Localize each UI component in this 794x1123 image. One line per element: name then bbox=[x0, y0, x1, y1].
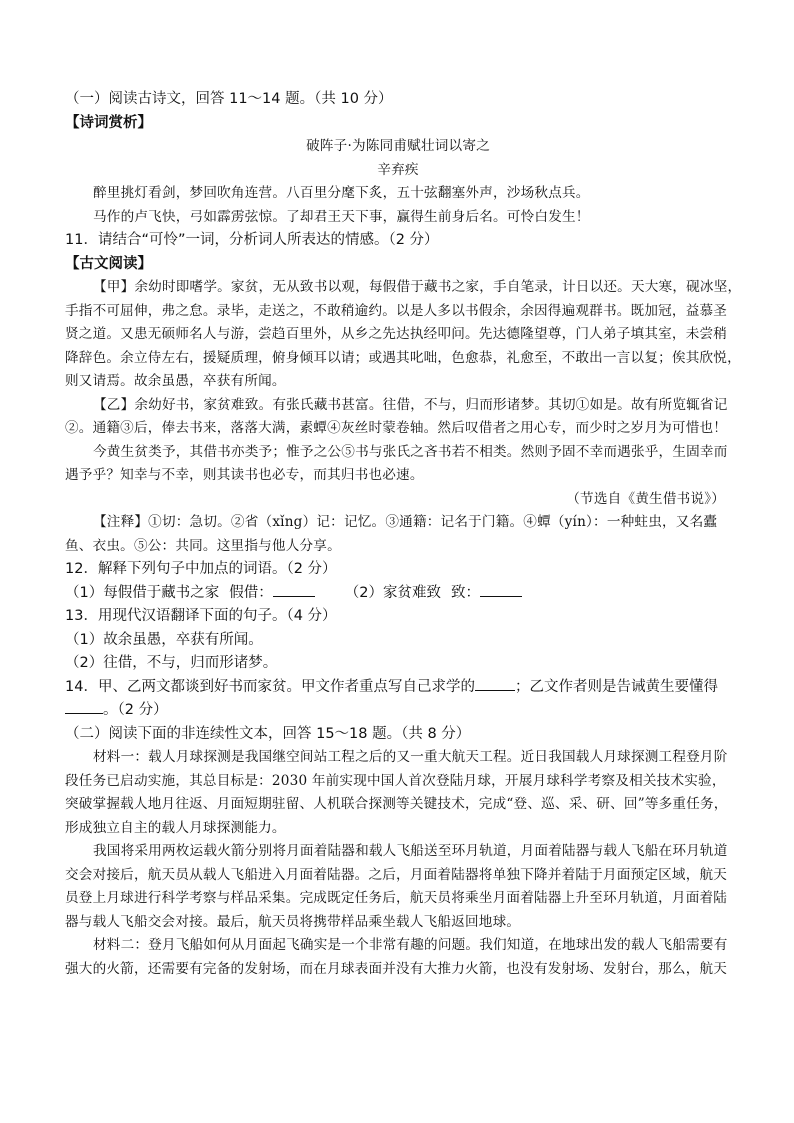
material-line: 形成独立自主的载人月球探测能力。 bbox=[65, 819, 286, 836]
passage-jia bbox=[65, 276, 742, 394]
question-12-2-sentence: （2）家贫难致 bbox=[344, 584, 441, 601]
material-line: 交会对接后，航天员从载人飞船进入月面着陆器。之后，月面着陆器将单独下降并着陆于月面预定区域，航天 bbox=[65, 866, 728, 883]
question-14-part-a: 14．甲、乙两文都谈到好书而家贫。甲文作者重点写自己求学的 bbox=[65, 678, 475, 695]
poem-line-1: 醉里挑灯看剑，梦回吹角连营。八百里分麾下炙，五十弦翻塞外声，沙场秋点兵。 bbox=[93, 185, 590, 201]
question-14-part-c: 。（2 分） bbox=[103, 702, 168, 718]
question-12-2-word: 致： bbox=[450, 584, 480, 601]
exam-page bbox=[65, 88, 742, 981]
prose-tag: 【古文阅读】 bbox=[65, 255, 152, 272]
material-line: 员登上月球进行科学考察与样品采集。完成既定任务后，航天员将乘坐月面着陆器上升至环月轨道，月面着陆 bbox=[65, 890, 728, 906]
poem-title: 破阵子·为陈同甫赋壮词以寄之 bbox=[306, 138, 490, 154]
passage-line: 今黄生贫类予，其借书亦类予；惟予之公⑤书与张氏之吝书若不相类。然则予固不幸而遇张乎，生固幸而 bbox=[93, 443, 728, 460]
passage-line: 则又请焉。故余虽愚，卒获有所闻。 bbox=[65, 373, 286, 389]
section2-header: （二）阅读下面的非连续性文本，回答 15～18 题。（共 8 分） bbox=[65, 725, 471, 742]
poem-tag: 【诗词赏析】 bbox=[65, 114, 152, 131]
section1-header: （一）阅读古诗文，回答 11～14 题。（共 10 分） bbox=[65, 91, 393, 107]
material-1-para-2 bbox=[65, 840, 731, 934]
question-12-items bbox=[65, 582, 731, 606]
question-13: 13．用现代汉语翻译下面的句子。（4 分） bbox=[65, 608, 337, 624]
question-14-line-2 bbox=[65, 699, 731, 723]
question-14-line-1 bbox=[65, 676, 731, 700]
poem-author: 辛弃疾 bbox=[377, 161, 419, 178]
material-line: 段任务已启动实施，其总目标是：2030 年前实现中国人首次登陆月球，开展月球科学考察及相关技术实验， bbox=[65, 772, 726, 789]
answer-blank-14-1[interactable] bbox=[475, 676, 515, 691]
annotations bbox=[65, 511, 731, 558]
passage-line: 降辞色。余立侍左右，援疑质理，俯身倾耳以请；或遇其叱咄，色愈恭，礼愈至，不敢出一言以复；俟其欣悦， bbox=[65, 349, 741, 366]
passage-yi bbox=[65, 394, 731, 488]
passage-source: （节选自《黄生借书说》） bbox=[566, 490, 725, 507]
question-12: 12．解释下列句子中加点的词语。（2 分） bbox=[65, 561, 337, 577]
annotation-line: 【注释】①切：急切。②省（xǐng）记：记忆。③通籍：记名于门籍。④蟫（yín）：一种蛀虫，又名蠹 bbox=[93, 514, 718, 530]
answer-blank-12-2[interactable] bbox=[480, 582, 522, 597]
material-line: 材料二：登月飞船如何从月面起飞确实是一个非常有趣的问题。我们知道，在地球出发的载人飞船需要有 bbox=[93, 937, 728, 953]
question-13-2: （2）往借，不与，归而形诸梦。 bbox=[65, 655, 278, 671]
material-line: 器与载人飞船交会对接。最后，航天员将携带样品乘坐载人飞船返回地球。 bbox=[65, 913, 521, 930]
material-line: 突破掌握载人地月往返、月面短期驻留、人机联合探测等关键技术，完成“登、巡、采、研、回”等多重任务， bbox=[65, 796, 728, 812]
annotation-line: 鱼、衣虫。⑤公：共同。这里指与他人分享。 bbox=[65, 537, 341, 554]
question-12-1-sentence: （1）每假借于藏书之家 bbox=[65, 584, 220, 601]
passage-line: ②。通籍③后，俸去书来，落落大满，素蟫④灰丝时蒙卷轴。然后叹借者之用心专，而少时之岁月为可惜也！ bbox=[65, 420, 728, 436]
question-13-1: （1）故余虽愚，卒获有所闻。 bbox=[65, 631, 263, 648]
answer-blank-12-1[interactable] bbox=[273, 582, 315, 597]
poem-line-2: 马作的卢飞快，弓如霹雳弦惊。了却君王天下事，赢得生前身后名。可怜白发生！ bbox=[93, 208, 590, 225]
passage-line: 手指不可屈伸，弗之怠。录毕，走送之，不敢稍逾约。以是人多以书假余，余因得遍观群书。既加冠，益慕圣 bbox=[65, 302, 728, 319]
material-2 bbox=[65, 934, 731, 981]
passage-line: 【乙】余幼好书，家贫难致。有张氏藏书甚富。往借，不与，归而形诸梦。其切①如是。故有所览辄省记 bbox=[93, 396, 728, 413]
passage-line: 贤之道。又患无硕师名人与游，尝趋百里外，从乡之先达执经叩问。先达德隆望尊，门人弟子填其室，未尝稍 bbox=[65, 326, 728, 342]
question-14-part-b: ；乙文作者则是告诫黄生要懂得 bbox=[514, 678, 718, 695]
material-line: 材料一：载人月球探测是我国继空间站工程之后的又一重大航天工程。近日我国载人月球探测工程登月阶 bbox=[93, 749, 728, 765]
answer-blank-14-2[interactable] bbox=[65, 699, 103, 714]
question-11: 11．请结合“可怜”一词，分析词人所表达的情感。（2 分） bbox=[65, 232, 439, 248]
material-line: 我国将采用两枚运载火箭分别将月面着陆器和载人飞船送至环月轨道，月面着陆器与载人飞船在环月轨道 bbox=[93, 843, 728, 859]
question-12-1-word: 假借： bbox=[229, 584, 273, 601]
passage-line: 遇予乎？知幸与不幸，则其读书也必专，而其归书也必速。 bbox=[65, 467, 424, 483]
passage-line: 【甲】余幼时即嗜学。家贫，无从致书以观，每假借于藏书之家，手自笔录，计日以还。天大寒，砚冰坚， bbox=[93, 279, 742, 295]
material-1 bbox=[65, 746, 731, 840]
material-line: 强大的火箭，还需要有完备的发射场，而在月球表面并没有大推力火箭，也没有发射场、发射台，那么，航天 bbox=[65, 960, 728, 977]
